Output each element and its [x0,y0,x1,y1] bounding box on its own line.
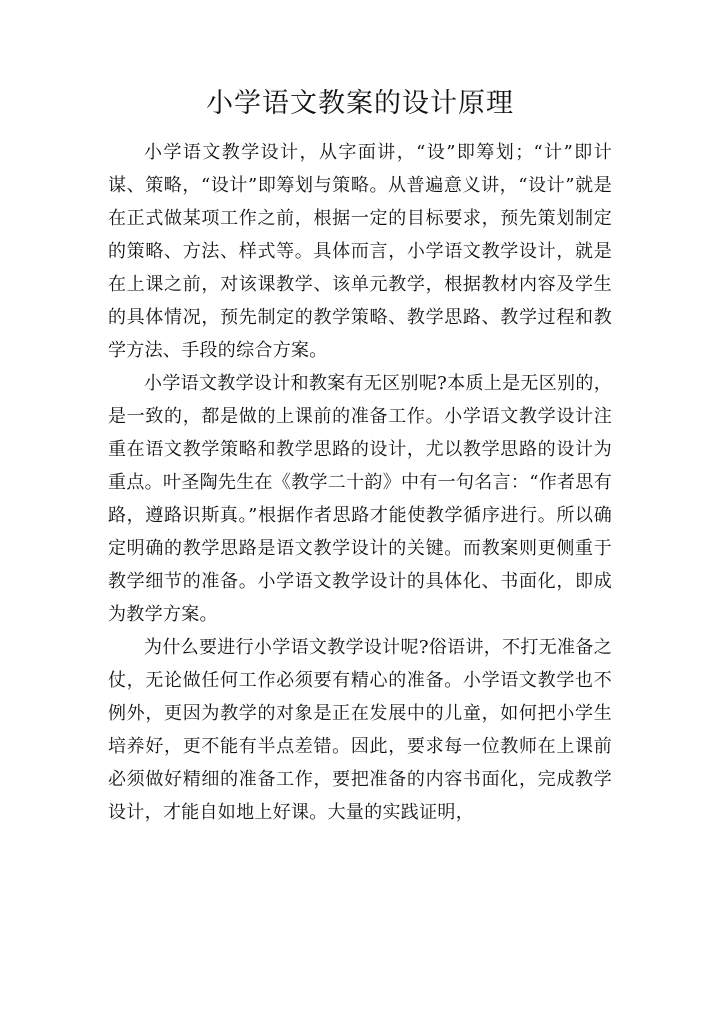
paragraph-2: 小学语文教学设计和教案有无区别呢?本质上是无区别的，是一致的，都是做的上课前的准备工作。小学语文教学设计注重在语文教学策略和教学思路的设计，尤以教学思路的设计为重点。叶圣陶先生在《教学二十韵》中有一句名言：“作者思有路，遵路识斯真。”根据作者思路才能使教学循序进行。所以确定明确的教学思路是语文教学设计的关键。而教案则更侧重于教学细节的准备。小学语文教学设计的具体化、书面化，即成为教学方案。 [108,373,612,625]
document-title: 小学语文教案的设计原理 [206,88,514,119]
paragraph-1: 小学语文教学设计，从字面讲，“设”即筹划；“计”即计谋、策略，“设计”即筹划与策略。从普遍意义讲，“设计”就是在正式做某项工作之前，根据一定的目标要求，预先策划制定的策略、方法、样式等。具体而言，小学语文教学设计，就是在上课之前，对该课教学、该单元教学，根据教材内容及学生的具体情况，预先制定的教学策略、教学思路、教学过程和教学方法、手段的综合方案。 [108,142,612,361]
document-body [108,136,612,829]
paragraph-3: 为什么要进行小学语文教学设计呢?俗语讲，不打无准备之仗，无论做任何工作必须要有精心的准备。小学语文教学也不例外，更因为教学的对象是正在发展中的儿童，如何把小学生培养好，更不能有半点差错。因此，要求每一位教师在上课前必须做好精细的准备工作，要把准备的内容书面化，完成教学设计，才能自如地上好课。大量的实践证明， [108,637,612,823]
